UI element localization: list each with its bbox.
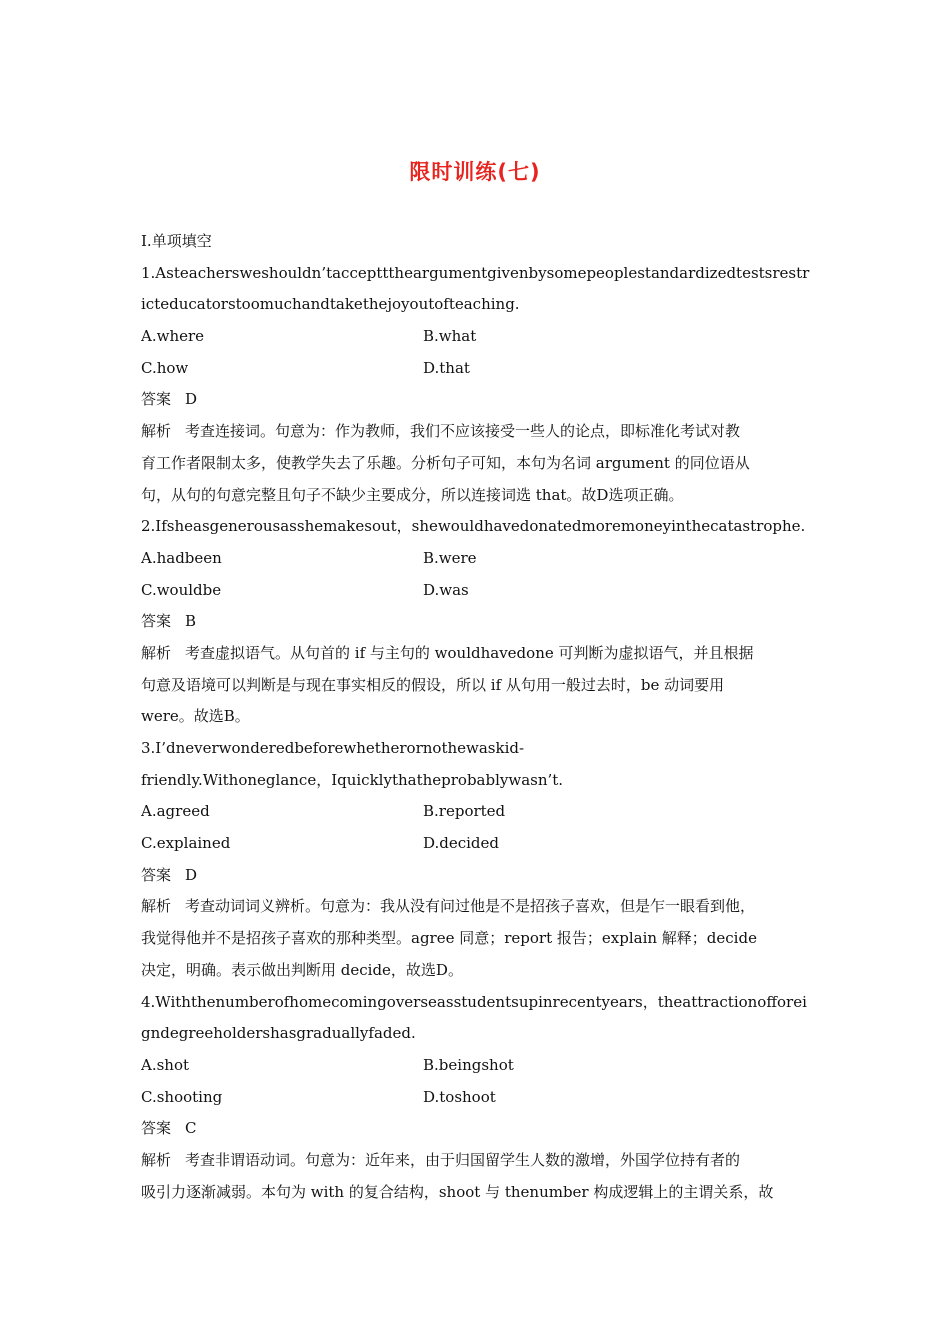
answer-row [141,606,813,638]
explanation-label: 解析 [141,422,172,441]
question-3 [141,733,813,987]
option-b: B.were [423,548,477,567]
question-1 [141,258,813,512]
explanation-line: 我觉得他并不是招孩子喜欢的那种类型。agree 同意；report 报告；explain 解释；decide [141,929,757,948]
answer-label: 答案 [141,865,172,884]
question-stem-line: 3.I’dneverwonderedbeforewhetherornothewaskid- [141,739,525,757]
explanation-line [141,891,813,923]
explanation-line: 吸引力逐渐减弱。本句为 with 的复合结构，shoot 与 thenumber 构成逻辑上的主谓关系，故 [141,1182,774,1201]
options-row [141,543,813,575]
option-b: B.reported [423,802,506,821]
explanation-line: 育工作者限制太多，使教学失去了乐趣。分析句子可知，本句为名词 argument 的同位语从 [141,453,750,472]
option-d: D.that [423,358,470,377]
explanation-line [141,1145,813,1177]
question-stem-line: icteducatorstoomuchandtakethejoyoutofteaching. [141,295,520,314]
option-d: D.was [423,580,469,599]
option-a: A.agreed [141,802,210,821]
explanation-text: 考查非谓语动词。句意为：近年来，由于归国留学生人数的激增，外国学位持有者的 [185,1150,741,1169]
explanation-label: 解析 [141,1150,172,1169]
answer-value: D [185,390,198,409]
page-title: 限时训练(七) [409,160,541,184]
option-c: C.shooting [141,1087,223,1106]
option-a: A.shot [141,1055,190,1074]
exercise-content [141,226,813,1208]
question-stem-line: friendly.Withoneglance，Iquicklythatheprobablywasn’t. [141,770,564,789]
question-2 [141,511,813,733]
answer-label: 答案 [141,612,172,631]
option-c: C.explained [141,834,231,853]
option-c: C.wouldbe [141,580,222,599]
options-row [141,321,813,353]
explanation-line [141,416,813,448]
options-row [141,796,813,828]
explanation-line: were。故选B。 [141,707,250,726]
options-row [141,1050,813,1082]
explanation-text: 考查动词词义辨析。句意为：我从没有问过他是不是招孩子喜欢，但是乍一眼看到他， [185,897,756,916]
question-4 [141,987,813,1209]
explanation-label: 解析 [141,897,172,916]
answer-value: C [185,1119,197,1138]
explanation-line: 句意及语境可以判断是与现在事实相反的假设，所以 if 从句用一般过去时，be 动词要用 [141,675,725,694]
option-c: C.how [141,358,189,377]
answer-row [141,384,813,416]
explanation-text: 考查虚拟语气。从句首的 if 与主句的 wouldhavedone 可判断为虚拟语气，并且根据 [185,643,754,662]
answer-row [141,860,813,892]
options-row [141,828,813,860]
explanation-line [141,638,813,670]
question-stem-line: 1.Asteachersweshouldn’tacceptttheargumentgivenbysomepeoplestandardizedtestsrestr [141,263,810,282]
question-stem-line: gndegreeholdershasgraduallyfaded. [141,1024,416,1043]
answer-row [141,1113,813,1145]
option-d: D.toshoot [423,1087,496,1106]
option-b: B.beingshot [423,1055,514,1074]
options-row [141,575,813,607]
options-row [141,353,813,385]
option-a: A.where [141,327,205,346]
option-a: A.hadbeen [141,548,222,567]
answer-value: D [185,865,198,884]
options-row [141,1082,813,1114]
explanation-label: 解析 [141,643,172,662]
answer-value: B [185,612,197,631]
answer-label: 答案 [141,1119,172,1138]
explanation-line: 决定，明确。表示做出判断用 decide，故选D。 [141,960,463,979]
option-b: B.what [423,327,477,346]
option-d: D.decided [423,834,500,853]
explanation-line: 句，从句的句意完整且句子不缺少主要成分，所以连接词选 that。故D选项正确。 [141,485,684,504]
question-stem-line: 2.Ifsheasgenerousasshemakesout，shewouldhavedonatedmoremoneyinthecatastrophe. [141,517,806,536]
section-heading: Ⅰ.单项填空 [141,232,212,250]
answer-label: 答案 [141,390,172,409]
explanation-text: 考查连接词。句意为：作为教师，我们不应该接受一些人的论点，即标准化考试对教 [185,422,741,441]
question-stem-line: 4.Withthenumberofhomecomingoverseasstudentsupinrecentyears，theattractionofforei [141,992,807,1011]
